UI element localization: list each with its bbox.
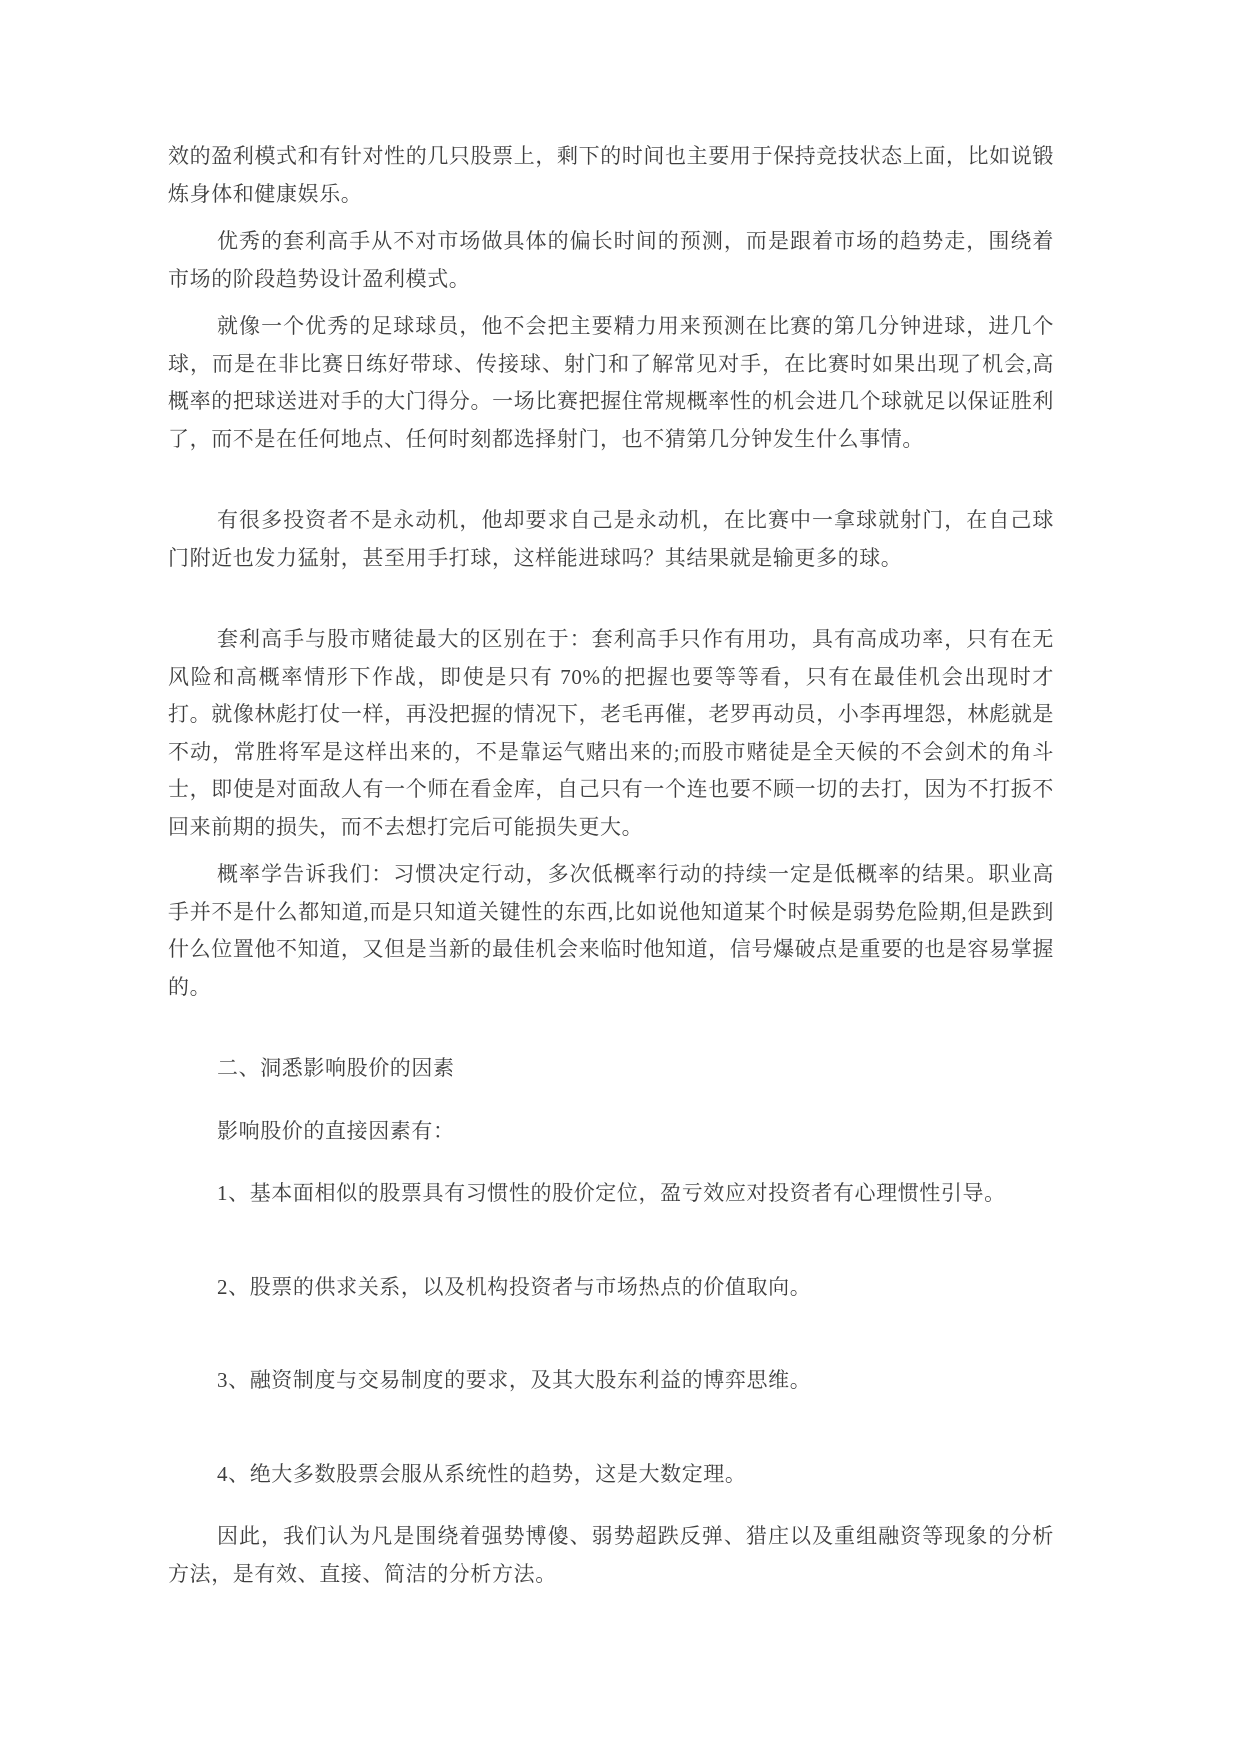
p-continuation: 效的盈利模式和有针对性的几只股票上，剩下的时间也主要用于保持竞技状态上面，比如说锻炼身体和健康娱乐。 <box>168 144 1054 206</box>
p-factors-intro: 影响股价的直接因素有： <box>217 1118 455 1143</box>
list-item-4: 4、绝大多数股票会服从系统性的趋势，这是大数定理。 <box>217 1461 747 1486</box>
list-item-1: 1、基本面相似的股票具有习惯性的股价定位，盈亏效应对投资者有心理惯性引导。 <box>217 1181 1006 1205</box>
p-perpetual-motion: 有很多投资者不是永动机，他却要求自己是永动机，在比赛中一拿球就射门，在自己球门附近也发力猛射，甚至用手打球，这样能进球吗？其结果就是输更多的球。 <box>168 508 1054 570</box>
p-arbitrage-vs-gambler: 套利高手与股市赌徒最大的区别在于：套利高手只作有用功，具有高成功率，只有在无风险和高概率情形下作战，即使是只有 70%的把握也要等等看，只有在最佳机会出现时才打。就像林彪打仗一样，再没把握的情况下，老毛再催，老罗再动员，小李再埋怨，林彪就是不动，常胜将军是这样出来的，不是靠运气赌出来的;而股市赌徒是全天候的不会剑术的角斗士，即使是对面敌人有一个师在看金库，自己只有一个连也要不顾一切的去打，因为不打扳不回来前期的损失，而不去想打完后可能损失更大。 <box>168 627 1054 839</box>
p-market-trend: 优秀的套利高手从不对市场做具体的偏长时间的预测，而是跟着市场的趋势走，围绕着市场的阶段趋势设计盈利模式。 <box>168 229 1054 291</box>
list-item-2: 2、股票的供求关系，以及机构投资者与市场热点的价值取向。 <box>217 1274 812 1299</box>
p-football-analogy: 就像一个优秀的足球球员，他不会把主要精力用来预测在比赛的第几分钟进球，进几个球，而是在非比赛日练好带球、传接球、射门和了解常见对手，在比赛时如果出现了机会,高概率的把球送进对手的大门得分。一场比赛把握住常规概率性的机会进几个球就足以保证胜利了，而不是在任何地点、任何时刻都选择射门，也不猜第几分钟发生什么事情。 <box>168 314 1054 451</box>
p-probability: 概率学告诉我们：习惯决定行动，多次低概率行动的持续一定是低概率的结果。职业高手并不是什么都知道,而是只知道关键性的东西,比如说他知道某个时候是弱势危险期,但是跌到什么位置他不知道，又但是当新的最佳机会来临时他知道，信号爆破点是重要的也是容易掌握的。 <box>168 862 1054 999</box>
list-item-3: 3、融资制度与交易制度的要求，及其大股东利益的博弈思维。 <box>217 1368 812 1392</box>
heading-section-2: 二、洞悉影响股价的因素 <box>217 1056 455 1080</box>
p-conclusion: 因此，我们认为凡是围绕着强势博傻、弱势超跌反弹、猎庄以及重组融资等现象的分析方法，是有效、直接、简洁的分析方法。 <box>168 1524 1054 1586</box>
document-content <box>168 138 1054 1593</box>
